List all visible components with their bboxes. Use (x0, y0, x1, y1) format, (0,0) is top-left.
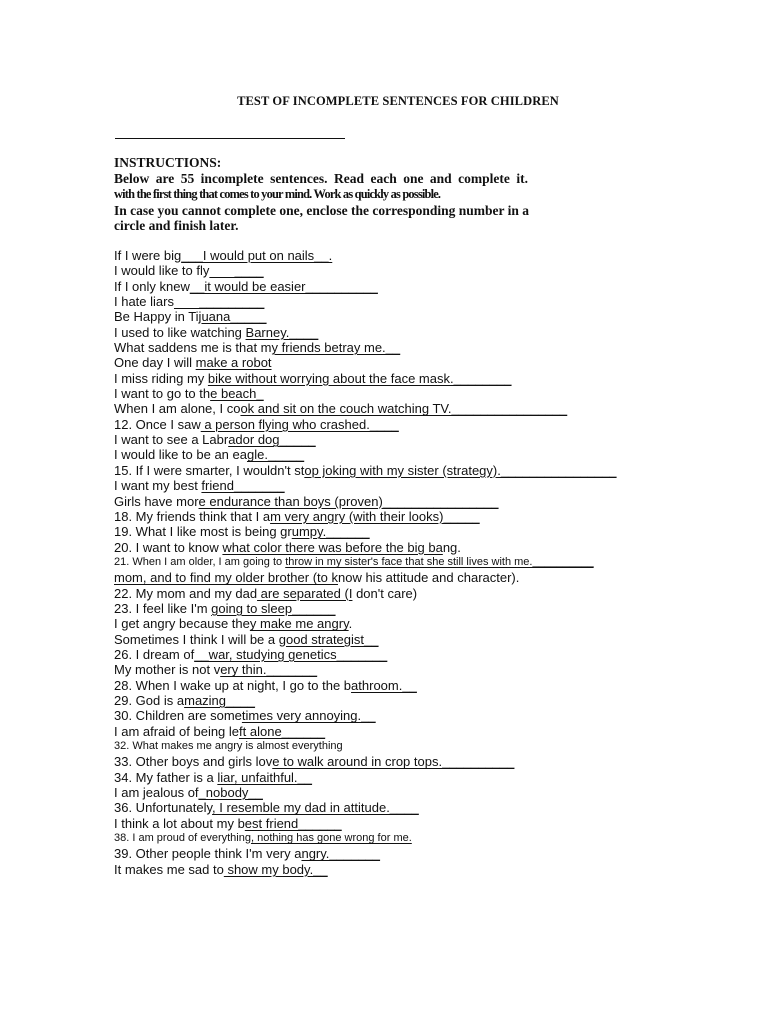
handwritten-answer: Barney.____ (245, 324, 319, 340)
sentence-prompt: 22. My mom and my dad (114, 585, 258, 601)
sentence-line (114, 478, 714, 493)
handwritten-answer: __it would be easier__________ (189, 278, 378, 294)
handwritten-answer: umpy.______ (291, 524, 370, 540)
sentence-line (114, 816, 714, 831)
sentence-prompt: 18. My friends think that I a (114, 508, 271, 524)
sentence-prompt: I would like to be an ea (114, 447, 247, 463)
sentence-line (114, 785, 714, 800)
sentence-line (114, 432, 714, 447)
handwritten-answer: uana_____ (201, 309, 267, 325)
sentence-list (114, 248, 714, 877)
sentence-prompt: 15. If I were smarter, I wouldn't st (114, 462, 305, 478)
handwritten-answer: make a robot (195, 355, 272, 371)
sentence-tail: don't care) (352, 585, 418, 601)
sentence-prompt: I hate liars (114, 294, 174, 310)
sentence-line (114, 524, 714, 539)
sentence-prompt: I used to like watching (114, 324, 246, 340)
sentence-prompt: I want my best (114, 478, 202, 494)
sentence-prompt: Girls have mor (114, 493, 199, 509)
handwritten-answer: mazing____ (184, 692, 255, 708)
sentence-prompt: 12. Once I saw (114, 416, 201, 432)
handwritten-answer: gle._____ (246, 447, 305, 463)
handwritten-answer: show my body.__ (223, 861, 328, 877)
handwritten-answer: e endurance than boys (proven)________________ (198, 493, 499, 509)
handwritten-answer: , nothing has gone wrong for me. (250, 832, 412, 845)
sentence-prompt: My mother is not v (114, 662, 221, 678)
instructions-line-1: Below are 55 incomplete sentences. Read each one and complete it. (114, 171, 528, 186)
sentence-prompt: Sometimes I think I will be a g (114, 631, 286, 647)
sentence-prompt: 28. When I wake up at night, I go to the b (114, 677, 352, 693)
sentence-line (114, 447, 714, 462)
sentence-prompt: 38. I am proud of everything (114, 832, 251, 845)
sentence-line (114, 309, 714, 324)
name-blank-line (115, 138, 345, 139)
sentence-line (114, 693, 714, 708)
handwritten-answer: liar, unfaithful.__ (217, 769, 313, 785)
sentence-line (114, 662, 714, 677)
sentence-prompt: What saddens me is that m (114, 340, 272, 356)
sentence-prompt: It makes me sad to (114, 861, 224, 877)
handwritten-answer: ngry._______ (301, 846, 381, 862)
instructions-line-4: circle and finish later. (114, 218, 239, 233)
handwritten-answer: ____ (209, 263, 264, 279)
sentence-prompt: Be Happy in Tij (114, 309, 202, 325)
sentence-line (114, 509, 714, 524)
sentence-line (114, 555, 714, 570)
sentence-line (114, 632, 714, 647)
handwritten-answer: y friends betray me.__ (271, 340, 401, 356)
handwritten-answer: mom, and to find my older brother (to k (114, 570, 338, 586)
sentence-prompt: 30. Children are some (114, 708, 242, 724)
sentence-line (114, 401, 714, 416)
sentence-prompt: When I am alone, I co (114, 401, 241, 417)
sentence-prompt: If I were big (114, 248, 182, 263)
sentence-line (114, 386, 714, 401)
sentence-line (114, 371, 714, 386)
sentence-prompt: I am jealous of (114, 785, 199, 801)
handwritten-answer: __war, studying genetics_______ (194, 646, 388, 662)
sentence-prompt: 33. Other boys and girls lov (114, 754, 273, 770)
handwritten-answer: a person flying who crashed.____ (200, 416, 399, 432)
sentence-line (114, 831, 714, 846)
sentence-line (114, 846, 714, 861)
sentence-tail: ng. (442, 539, 461, 555)
handwritten-answer: friend_______ (201, 478, 285, 494)
sentence-prompt: One day I will (114, 355, 196, 371)
sentence-line (114, 770, 714, 785)
handwritten-answer: e to walk around in crop tops.__________ (272, 754, 515, 770)
sentence-line (114, 586, 714, 601)
sentence-line (114, 708, 714, 723)
sentence-line (114, 248, 714, 263)
handwritten-answer: ok and sit on the couch watching TV.________________ (240, 401, 568, 417)
handwritten-answer: bike without worrying about the face mask.________ (207, 370, 512, 386)
handwritten-answer: ador dog_____ (228, 432, 316, 448)
sentence-tail: . (348, 616, 353, 632)
sentence-line (114, 540, 714, 555)
sentence-line (114, 263, 714, 278)
instructions-heading: INSTRUCTIONS: (114, 155, 222, 170)
sentence-prompt: 36. Unfortunately (114, 800, 213, 816)
instructions-line-2: with the first thing that comes to your mind. Work as quickly as possible. (114, 187, 441, 201)
sentence-line (114, 678, 714, 693)
sentence-prompt: If I only knew (114, 278, 190, 294)
sentence-prompt: 20. I want to know (114, 539, 223, 555)
handwritten-answer: times very annoying.__ (241, 708, 376, 724)
sentence-line (114, 570, 714, 585)
handwritten-answer: e beach_ (210, 386, 264, 402)
sentence-prompt: I think a lot about my b (114, 815, 245, 831)
sentence-line (114, 739, 714, 754)
sentence-prompt: 23. I feel like I'm (114, 600, 212, 616)
sentence-prompt: 39. Other people think I'm very a (114, 846, 302, 862)
handwritten-answer: athroom.__ (351, 677, 417, 693)
sentence-line (114, 325, 714, 340)
sentence-prompt: I get angry because the (114, 616, 250, 632)
sentence-prompt: I am afraid of being le (114, 723, 240, 739)
sentence-line (114, 800, 714, 815)
handwritten-answer: , I resemble my dad in attitude.____ (212, 800, 419, 816)
handwritten-answer: ___I would put on nails__. (181, 248, 333, 263)
handwritten-answer: m very angry (with their looks)_____ (270, 508, 480, 524)
document-title: TEST OF INCOMPLETE SENTENCES FOR CHILDREN (237, 94, 559, 108)
handwritten-answer: op joking with my sister (strategy).________________ (304, 462, 617, 478)
handwritten-answer: ery thin._______ (220, 662, 318, 678)
handwritten-answer: _nobody__ (198, 785, 263, 801)
sentence-prompt: 34. My father is a (114, 769, 218, 785)
sentence-line (114, 417, 714, 432)
sentence-line (114, 724, 714, 739)
sentence-prompt: 32. What makes me angry is almost everything (114, 740, 343, 752)
sentence-tail: now his attitude and character). (337, 570, 520, 586)
sentence-line (114, 340, 714, 355)
sentence-prompt: I want to see a Labr (114, 432, 229, 448)
handwritten-answer: ood strategist__ (285, 631, 379, 647)
sentence-prompt: 19. What I like most is being gr (114, 524, 292, 540)
instructions-line-3: In case you cannot complete one, enclose the corresponding number in a (114, 203, 529, 218)
sentence-prompt: I miss riding my (114, 370, 208, 386)
sentence-prompt: 21. When I am older, I am going to (114, 555, 286, 568)
sentence-line (114, 294, 714, 309)
sentence-line (114, 616, 714, 631)
sentence-line (114, 647, 714, 662)
sentence-line (114, 494, 714, 509)
sentence-prompt: I would like to fly (114, 263, 210, 279)
handwritten-answer: going to sleep______ (211, 600, 336, 616)
sentence-line (114, 754, 714, 769)
handwritten-answer: throw in my sister's face that she still lives with me.__________ (285, 555, 594, 568)
handwritten-answer: est friend______ (244, 815, 342, 831)
handwritten-answer: are separated (I (257, 585, 353, 601)
sentence-line (114, 279, 714, 294)
sentence-line (114, 355, 714, 370)
sentence-line (114, 862, 714, 877)
handwritten-answer: what color there was before the big ba (222, 539, 443, 555)
sentence-line (114, 463, 714, 478)
handwritten-answer: _________ (173, 294, 265, 310)
sentence-line (114, 601, 714, 616)
sentence-prompt: 26. I dream of (114, 646, 195, 662)
handwritten-answer: y make me angry (249, 616, 349, 632)
sentence-prompt: I want to go to th (114, 386, 211, 402)
handwritten-answer: ft alone______ (239, 723, 326, 739)
sentence-prompt: 29. God is a (114, 692, 185, 708)
